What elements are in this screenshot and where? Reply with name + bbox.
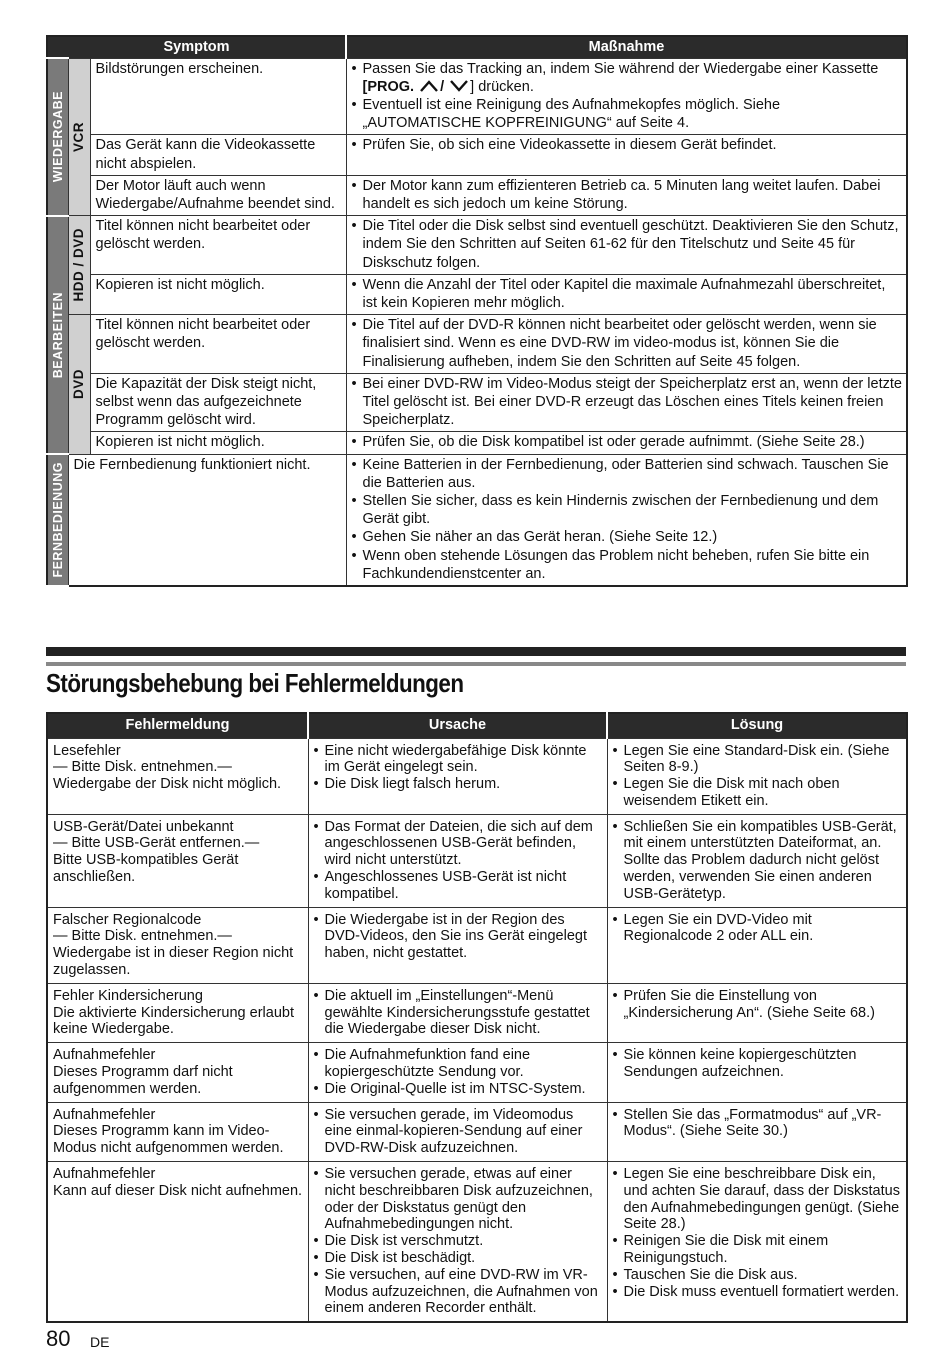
solution-cell bbox=[607, 738, 907, 814]
symptom-cell: Titel können nicht bearbeitet oder gelöscht werden. bbox=[90, 216, 346, 275]
table-header-row bbox=[47, 36, 907, 58]
measure-item: • Bei einer DVD-RW im Video-Modus steigt der Speicherplatz erst an, wenn der letzte Titel gelöscht ist. Bei einer DVD-R erzeugt das Löschen eines Titels keinen freien Speicherplatz. bbox=[352, 375, 903, 430]
table-row bbox=[47, 274, 907, 314]
measure-cell bbox=[346, 454, 907, 586]
error-line: Falscher Regionalcode bbox=[53, 911, 202, 928]
symptom-cell: Kopieren ist nicht möglich. bbox=[90, 432, 346, 454]
category-playback: WIEDERGABE bbox=[47, 58, 68, 216]
measure-cell bbox=[346, 216, 907, 275]
measure-item: • Wenn oben stehende Lösungen das Problem nicht beheben, rufen Sie bitte ein Fachkundendienstcenter an. bbox=[352, 547, 903, 583]
cause-cell bbox=[308, 814, 607, 907]
solution-cell bbox=[607, 1102, 907, 1161]
table-row bbox=[47, 58, 907, 135]
table-row bbox=[47, 814, 907, 907]
measure-cell bbox=[346, 432, 907, 454]
cause-item: • Die Disk ist verschmutzt. bbox=[314, 1233, 603, 1250]
measure-cell bbox=[346, 373, 907, 432]
table-row bbox=[47, 738, 907, 814]
header-solution: Lösung bbox=[607, 713, 907, 738]
error-line: USB-Gerät/Datei unbekannt bbox=[53, 818, 234, 835]
header-symptom: Symptom bbox=[47, 36, 346, 58]
measure-item: • Die Titel auf der DVD-R können nicht bearbeitet oder gelöscht werden, wenn sie finalisiert sind. Wenn es eine DVD-RW im video-modus ist, können Sie die Finalisierung aufheben, indem Sie den Schritten auf Seite 45 folgen. bbox=[352, 316, 903, 371]
error-line: — Bitte Disk. entnehmen.— bbox=[53, 928, 232, 945]
solution-cell bbox=[607, 814, 907, 907]
measure-cell bbox=[346, 175, 907, 215]
error-line: Aufnahmefehler bbox=[53, 1106, 156, 1123]
measure-item: • Keine Batterien in der Fernbedienung, oder Batterien sind schwach. Tauschen Sie die Batterien aus. bbox=[352, 456, 903, 492]
error-line: Lesefehler bbox=[53, 742, 121, 759]
section-title: Störungsbehebung bei Fehlermeldungen bbox=[46, 668, 464, 698]
header-cause: Ursache bbox=[308, 713, 607, 738]
measure-item: • Der Motor kann zum effizienteren Betrieb ca. 5 Minuten lang weitet laufen. Dabei handelt es sich jedoch um keine Störung. bbox=[352, 177, 903, 213]
symptom-cell: Das Gerät kann die Videokassette nicht abspielen. bbox=[90, 135, 346, 175]
header-error: Fehlermeldung bbox=[47, 713, 308, 738]
measure-item: • Die Titel oder die Disk selbst sind eventuell geschützt. Deaktivieren Sie den Schutz, indem Sie den Schritten auf Seiten 61-62 für den Titelschutz und Seite 45 für Diskschutz folgen. bbox=[352, 217, 903, 272]
symptom-cell: Bildstörungen erscheinen. bbox=[90, 58, 346, 135]
error-line: Bitte USB-kompatibles Gerät anschließen. bbox=[53, 852, 239, 886]
error-line: Dieses Programm kann im Video-Modus nicht aufgenommen werden. bbox=[53, 1123, 284, 1157]
solution-item: • Legen Sie eine Standard-Disk ein. (Siehe Seiten 8-9.) bbox=[613, 743, 903, 777]
category-remote: FERNBEDIENUNG bbox=[47, 454, 68, 586]
cause-item: • Sie versuchen gerade, etwas auf einer nicht beschreibbaren Disk aufzuzeichnen, oder der Diskstatus genügt den Aufnahmebedingungen nicht. bbox=[314, 1166, 603, 1233]
cause-item: • Angeschlossenes USB-Gerät ist nicht kompatibel. bbox=[314, 869, 603, 903]
measure-cell bbox=[346, 135, 907, 175]
symptom-cell: Die Fernbedienung funktioniert nicht. bbox=[68, 454, 346, 586]
cause-cell bbox=[308, 1102, 607, 1161]
solution-item: • Sie können keine kopiergeschützten Sendungen aufzeichnen. bbox=[613, 1047, 903, 1081]
error-line: — Bitte USB-Gerät entfernen.— bbox=[53, 835, 260, 852]
error-line: Kann auf dieser Disk nicht aufnehmen. bbox=[53, 1182, 303, 1199]
solution-cell bbox=[607, 983, 907, 1042]
subcategory-vcr: VCR bbox=[68, 58, 90, 216]
cause-item: • Die Disk liegt falsch herum. bbox=[314, 776, 603, 793]
table-row bbox=[47, 983, 907, 1042]
table-row bbox=[47, 454, 907, 586]
page-number: 80 bbox=[46, 1326, 71, 1351]
measure-item: • Wenn die Anzahl der Titel oder Kapitel die maximale Aufnahmezahl überschreitet, ist kein Kopieren mehr möglich. bbox=[352, 276, 903, 312]
measure-cell bbox=[346, 274, 907, 314]
cause-item: • Sie versuchen, auf eine DVD-RW im VR-Modus aufzuzeichnen, die Aufnahmen von einem anderen Recorder enthält. bbox=[314, 1267, 603, 1317]
measure-item: • Eventuell ist eine Reinigung des Aufnahmekopfes möglich. Siehe „AUTOMATISCHE KOPFREINIGUNG“ auf Seite 4. bbox=[352, 96, 903, 132]
measure-cell bbox=[346, 58, 907, 135]
solution-item: • Prüfen Sie die Einstellung von „Kindersicherung An“. (Siehe Seite 68.) bbox=[613, 988, 903, 1022]
table-row bbox=[47, 432, 907, 454]
cause-cell bbox=[308, 1043, 607, 1102]
solution-cell bbox=[607, 1043, 907, 1102]
error-cell bbox=[47, 1043, 308, 1102]
cause-item: • Sie versuchen gerade, im Videomodus eine einmal-kopieren-Sendung auf einer DVD-RW-Disk aufzuzeichnen. bbox=[314, 1107, 603, 1157]
error-line: Die aktivierte Kindersicherung erlaubt keine Wiedergabe. bbox=[53, 1004, 294, 1038]
table-header-row bbox=[47, 713, 907, 738]
category-edit: BEARBEITEN bbox=[47, 216, 68, 454]
error-cell bbox=[47, 738, 308, 814]
subcategory-hdd-dvd: HDD / DVD bbox=[68, 216, 90, 315]
cause-item: • Die Original-Quelle ist im NTSC-System. bbox=[314, 1081, 603, 1098]
solution-cell bbox=[607, 1162, 907, 1323]
cause-item: • Die Wiedergabe ist in der Region des DVD-Videos, den Sie ins Gerät eingelegt haben, nicht gestattet. bbox=[314, 912, 603, 962]
section-rule-thick bbox=[46, 647, 906, 656]
troubleshooting-table bbox=[46, 35, 908, 587]
solution-item: • Tauschen Sie die Disk aus. bbox=[613, 1267, 903, 1284]
measure-item: • Gehen Sie näher an das Gerät heran. (Siehe Seite 12.) bbox=[352, 528, 903, 546]
measure-item: • Passen Sie das Tracking an, indem Sie während der Wiedergabe einer Kassette [PROG. / ] drücken. bbox=[352, 60, 903, 96]
table-row bbox=[47, 216, 907, 275]
table-row bbox=[47, 1102, 907, 1161]
subcategory-dvd: DVD bbox=[68, 315, 90, 454]
error-cell bbox=[47, 1102, 308, 1161]
cause-item: • Das Format der Dateien, die sich auf dem angeschlossenen USB-Gerät befinden, wird nicht unterstützt. bbox=[314, 819, 603, 869]
solution-item: • Legen Sie eine beschreibbare Disk ein, und achten Sie darauf, dass der Diskstatus den Aufnahmebedingungen genügt. (Siehe Seite 28.) bbox=[613, 1166, 903, 1233]
section-rule-thin bbox=[46, 662, 906, 666]
symptom-cell: Der Motor läuft auch wenn Wiedergabe/Aufnahme beendet sind. bbox=[90, 175, 346, 215]
cause-cell bbox=[308, 1162, 607, 1323]
header-measure: Maßnahme bbox=[346, 36, 907, 58]
solution-item: • Stellen Sie das „Formatmodus“ auf „VR-Modus“. (Siehe Seite 30.) bbox=[613, 1107, 903, 1141]
error-line: — Bitte Disk. entnehmen.— bbox=[53, 759, 232, 776]
error-cell bbox=[47, 1162, 308, 1323]
error-messages-table bbox=[46, 712, 908, 1323]
error-line: Dieses Programm darf nicht aufgenommen werden. bbox=[53, 1064, 233, 1097]
error-cell bbox=[47, 907, 308, 983]
error-line: Aufnahmefehler bbox=[53, 1166, 156, 1183]
cause-item: • Eine nicht wiedergabefähige Disk könnte im Gerät eingelegt sein. bbox=[314, 743, 603, 777]
error-line: Aufnahmefehler bbox=[53, 1047, 156, 1064]
table-row bbox=[47, 135, 907, 175]
solution-cell bbox=[607, 907, 907, 983]
table-row bbox=[47, 315, 907, 374]
cause-cell bbox=[308, 738, 607, 814]
measure-item: • Prüfen Sie, ob sich eine Videokassette in diesem Gerät befindet. bbox=[352, 136, 903, 154]
table-row bbox=[47, 1043, 907, 1102]
solution-item: • Reinigen Sie die Disk mit einem Reinigungstuch. bbox=[613, 1233, 903, 1267]
solution-item: • Legen Sie die Disk mit nach oben weisendem Etikett ein. bbox=[613, 776, 903, 810]
cause-cell bbox=[308, 907, 607, 983]
error-cell bbox=[47, 983, 308, 1042]
measure-item: • Stellen Sie sicher, dass es kein Hindernis zwischen der Fernbedienung und dem Gerät gibt. bbox=[352, 492, 903, 528]
cause-cell bbox=[308, 983, 607, 1042]
symptom-cell: Die Kapazität der Disk steigt nicht, selbst wenn das aufgezeichnete Programm gelöscht wird. bbox=[90, 373, 346, 432]
table-row bbox=[47, 175, 907, 215]
measure-item: • Prüfen Sie, ob die Disk kompatibel ist oder gerade aufnimmt. (Siehe Seite 28.) bbox=[352, 433, 903, 451]
cause-item: • Die Disk ist beschädigt. bbox=[314, 1250, 603, 1267]
solution-item: • Legen Sie ein DVD-Video mit Regionalcode 2 oder ALL ein. bbox=[613, 912, 903, 946]
language-code: DE bbox=[90, 1334, 110, 1350]
table-row bbox=[47, 373, 907, 432]
table-row bbox=[47, 907, 907, 983]
solution-item: • Schließen Sie ein kompatibles USB-Gerät, mit einem unterstützten Dateiformat, an. Sollte das Problem dadurch nicht gelöst werden, verwenden Sie einen anderen USB-Gerätetyp. bbox=[613, 819, 903, 903]
symptom-cell: Kopieren ist nicht möglich. bbox=[90, 274, 346, 314]
measure-cell bbox=[346, 315, 907, 374]
chevron-down-icon bbox=[448, 79, 470, 93]
symptom-cell: Titel können nicht bearbeitet oder gelöscht werden. bbox=[90, 315, 346, 374]
error-line: Fehler Kindersicherung bbox=[53, 987, 203, 1004]
table-row bbox=[47, 1162, 907, 1323]
error-cell bbox=[47, 814, 308, 907]
cause-item: • Die Aufnahmefunktion fand eine kopiergeschützte Sendung vor. bbox=[314, 1047, 603, 1081]
chevron-up-icon bbox=[418, 79, 440, 93]
cause-item: • Die aktuell im „Einstellungen“-Menü gewählte Kindersicherungsstufe gestattet die Wiedergabe dieser Disk nicht. bbox=[314, 988, 603, 1038]
solution-item: • Die Disk muss eventuell formatiert werden. bbox=[613, 1284, 903, 1301]
error-line: Wiedergabe der Disk nicht möglich. bbox=[53, 776, 282, 793]
error-line: Wiedergabe ist in dieser Region nicht zugelassen. bbox=[53, 945, 294, 979]
